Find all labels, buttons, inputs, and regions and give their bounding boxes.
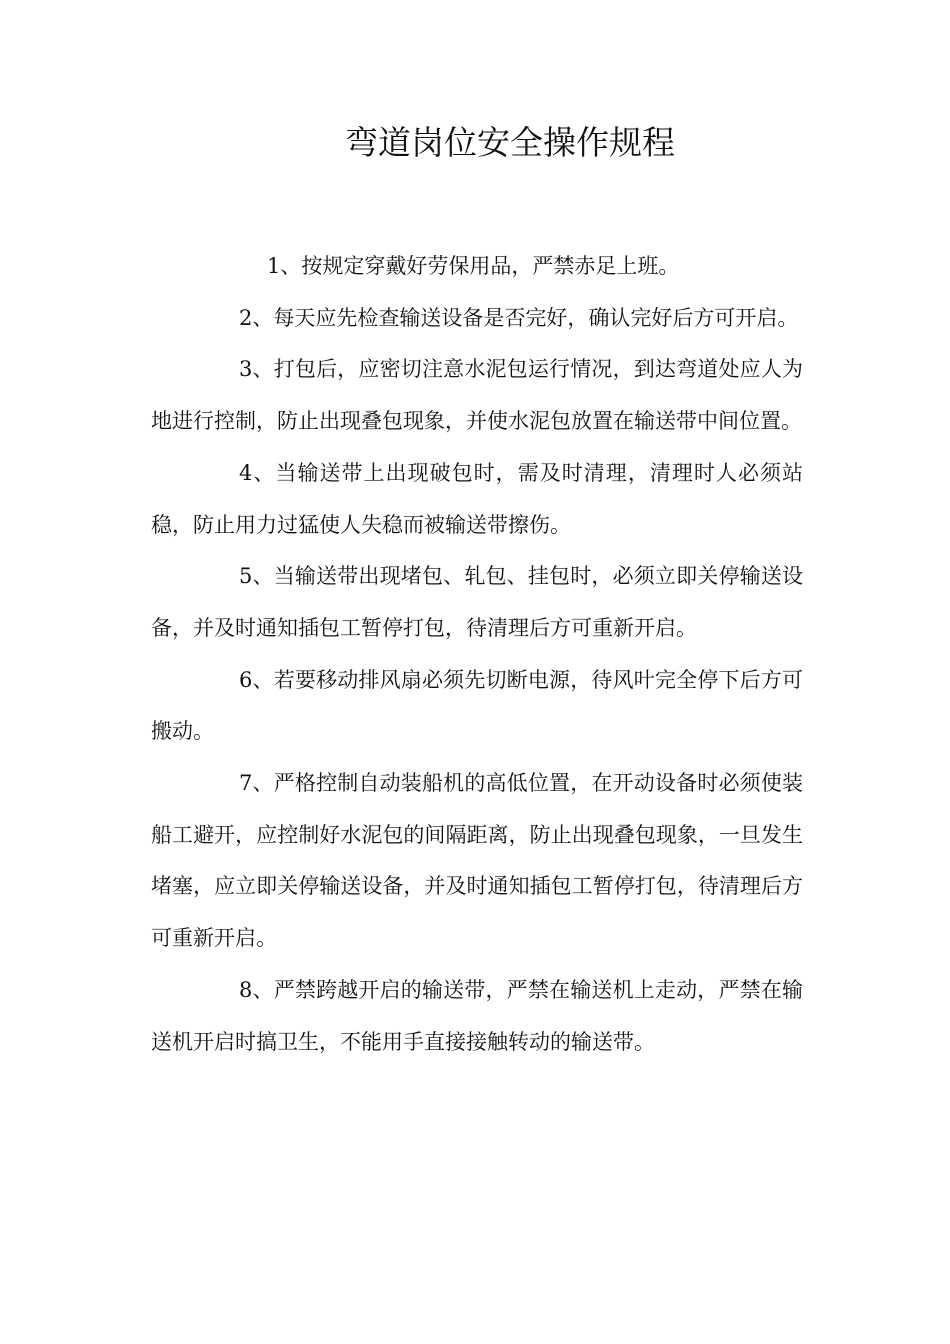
rule-paragraph-1: 1、按规定穿戴好劳保用品，严禁赤足上班。	[267, 254, 680, 278]
document-body	[151, 241, 803, 1068]
rule-paragraph-6: 6、若要移动排风扇必须先切断电源，待风叶完全停下后方可搬动。	[151, 667, 803, 744]
rule-paragraph-8: 8、严禁跨越开启的输送带，严禁在输送机上走动，严禁在输送机开启时搞卫生，不能用手直接接触转动的输送带。	[151, 977, 803, 1054]
rule-paragraph-3: 3、打包后，应密切注意水泥包运行情况，到达弯道处应人为地进行控制，防止出现叠包现象，并使水泥包放置在输送带中间位置。	[151, 357, 803, 434]
document-title: 弯道岗位安全操作规程	[345, 123, 675, 162]
rule-paragraph-5: 5、当输送带出现堵包、轧包、挂包时，必须立即关停输送设备，并及时通知插包工暂停打包，待清理后方可重新开启。	[151, 564, 803, 640]
rule-paragraph-7: 7、严格控制自动装船机的高低位置，在开动设备时必须使装船工避开，应控制好水泥包的间隔距离，防止出现叠包现象，一旦发生堵塞，应立即关停输送设备，并及时通知插包工暂停打包，待清理后方可重新开启。	[151, 771, 803, 951]
rule-paragraph-2: 2、每天应先检查输送设备是否完好，确认完好后方可开启。	[239, 305, 799, 330]
rule-paragraph-4: 4、当输送带上出现破包时，需及时清理，清理时人必须站稳，防止用力过猛使人失稳而被输送带擦伤。	[151, 460, 803, 537]
